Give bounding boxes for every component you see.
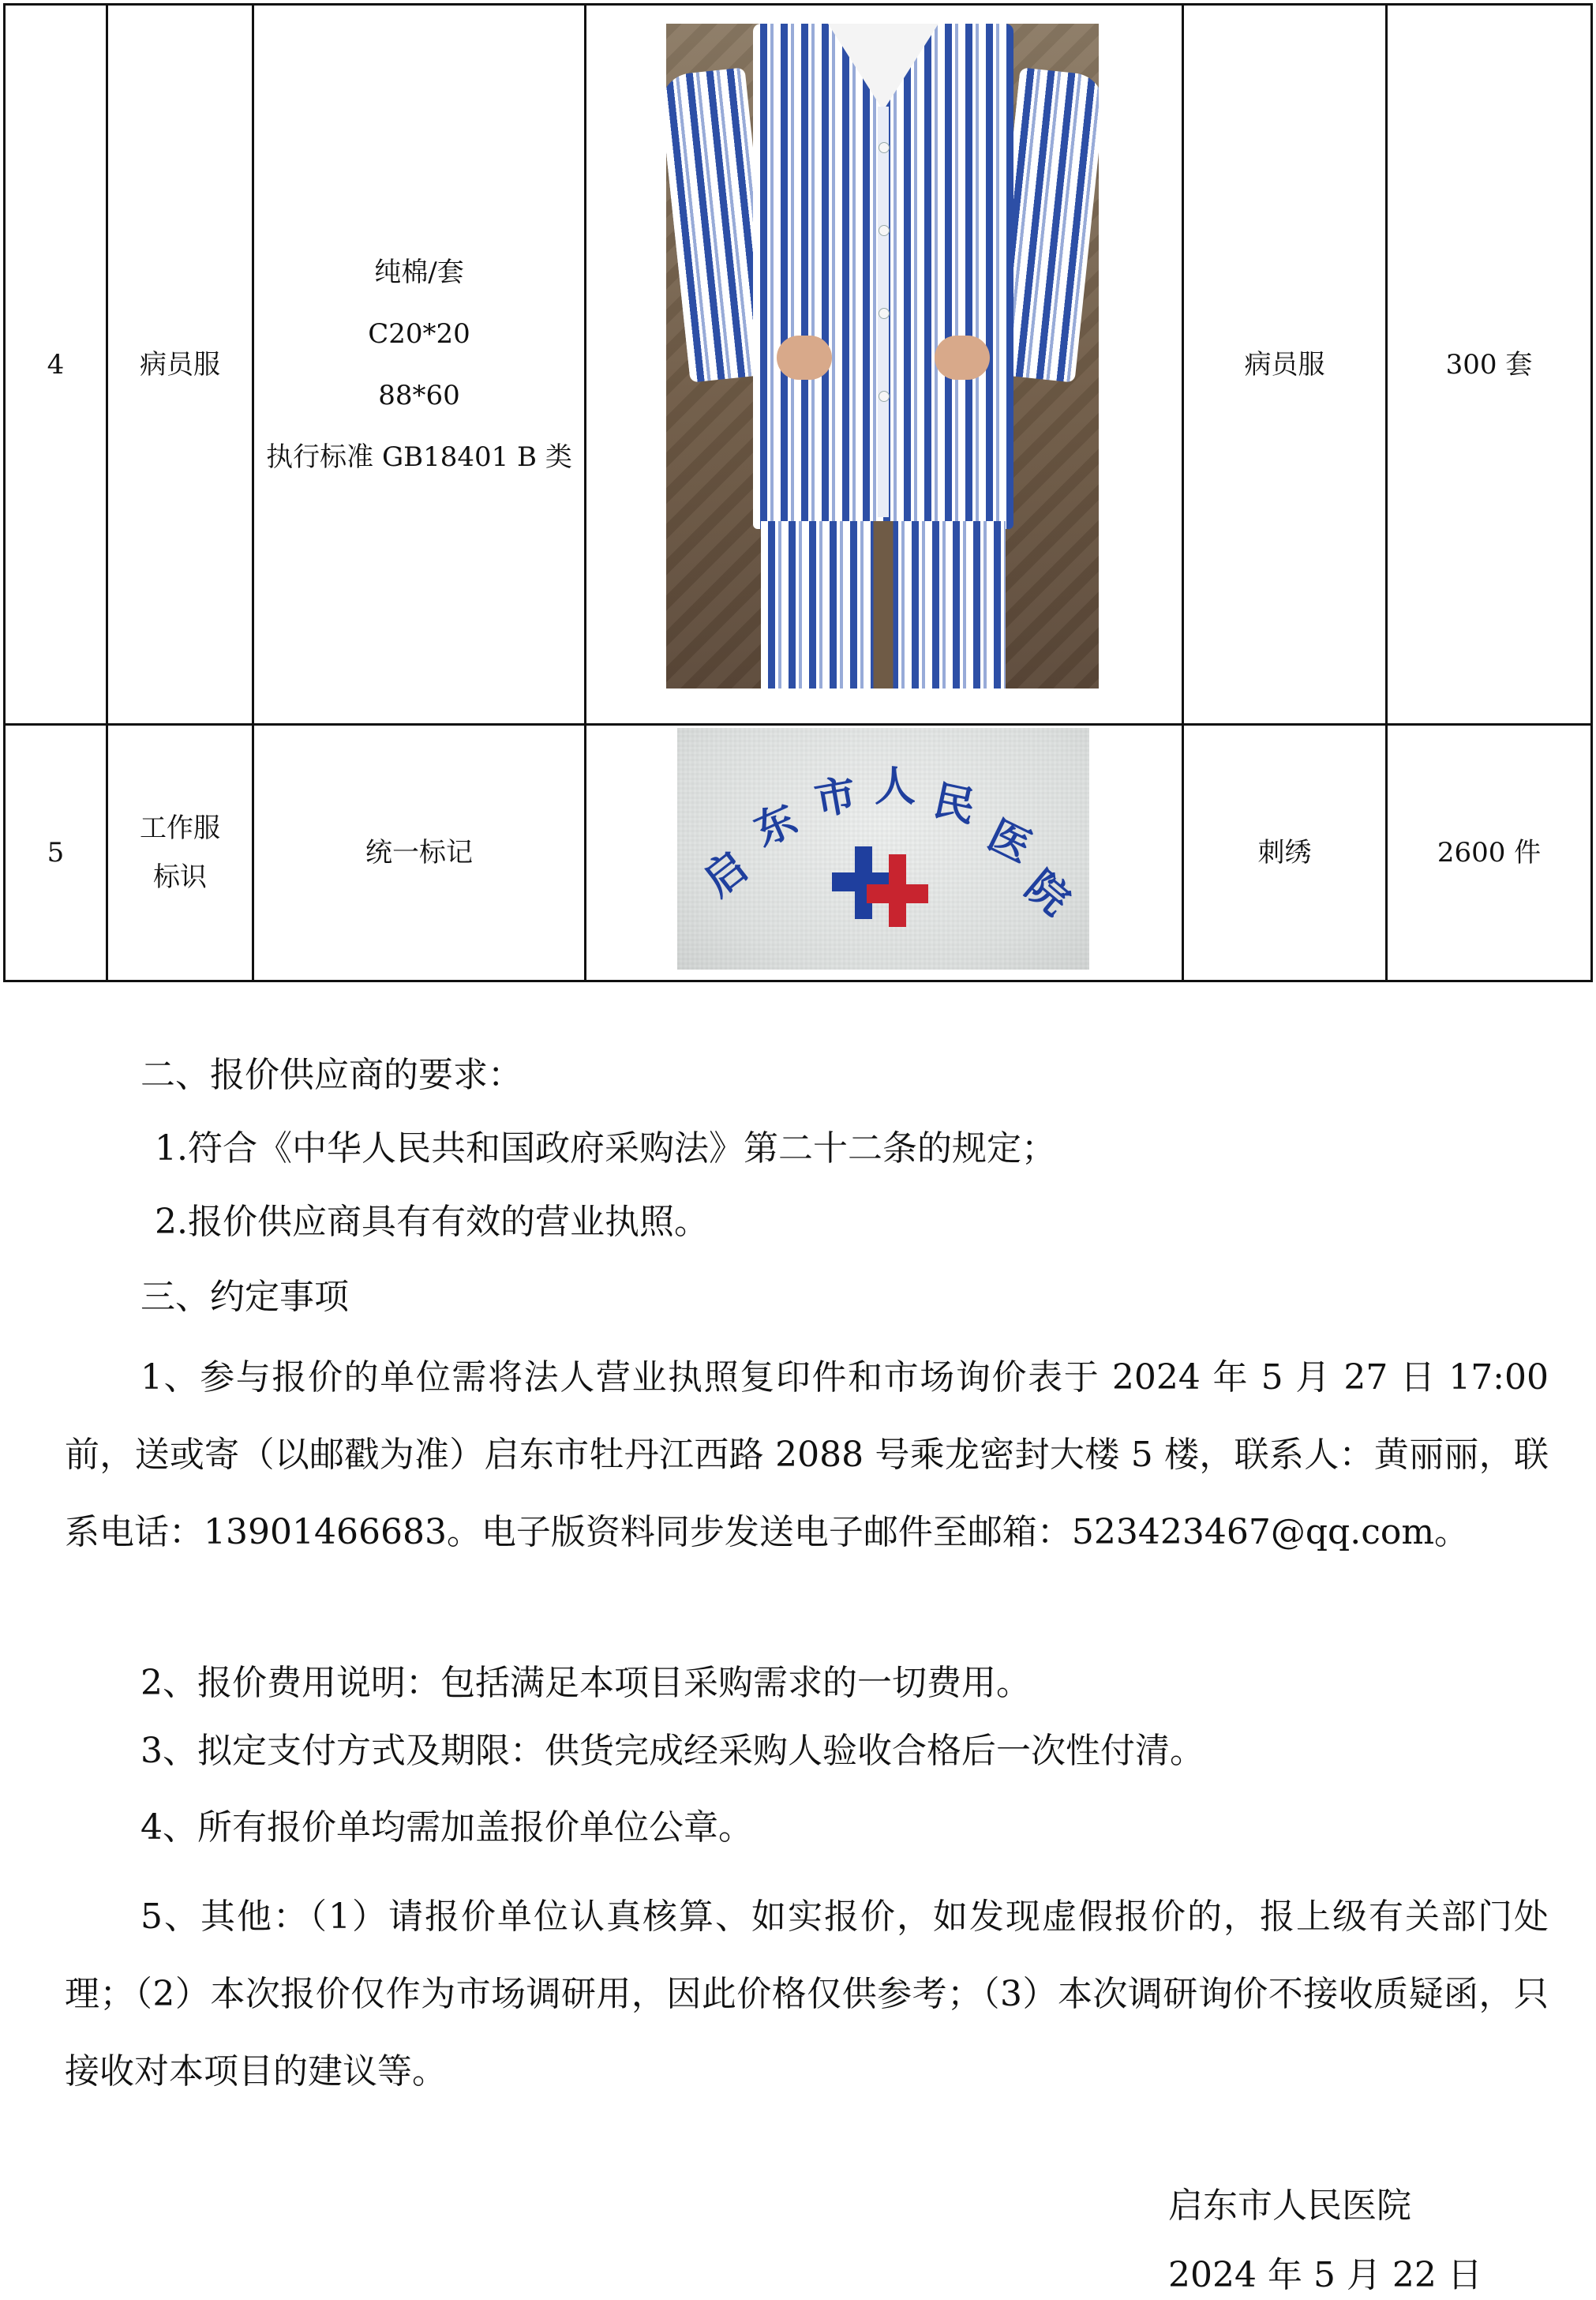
row-5-process	[1184, 726, 1385, 980]
embroidery-char: 医	[980, 810, 1039, 872]
process-text: 病员服	[1244, 348, 1325, 381]
row-4-index	[6, 6, 106, 723]
hand	[777, 336, 832, 380]
shirt-button	[879, 308, 890, 319]
hand	[935, 336, 990, 380]
term-2: 2、报价费用说明：包括满足本项目采购需求的一切费用。	[140, 1663, 1031, 1703]
spec-line: 88*60	[378, 379, 460, 411]
row-5-spec	[254, 726, 584, 980]
embroidery-char: 院	[1016, 861, 1079, 925]
pants	[761, 521, 1006, 688]
term-4: 4、所有报价单均需加盖报价单位公章。	[140, 1807, 753, 1848]
patient-uniform-photo	[666, 24, 1099, 688]
row-4-quantity	[1388, 6, 1590, 723]
requirements-heading: 二、报价供应商的要求：	[140, 1055, 523, 1095]
shirt-button	[879, 391, 890, 402]
term-5-paragraph: 5、其他：（1）请报价单位认真核算、如实报价，如发现虚假报价的，报上级有关部门处理；（2）本次报价仅作为市场调研用，因此价格仅供参考；（3）本次调研询价不接收质疑函，只接收对本项目的建议等。	[65, 1897, 1549, 2092]
term-3: 3、拟定支付方式及期限：供货完成经采购人验收合格后一次性付清。	[140, 1731, 1204, 1771]
medical-cross-icon	[832, 846, 928, 927]
col-divider	[1590, 3, 1593, 982]
shirt-button	[879, 142, 890, 153]
table-border-bottom	[3, 980, 1593, 982]
spec-line: 纯棉/套	[374, 256, 464, 288]
row-4-name	[108, 6, 252, 723]
process-text: 刺绣	[1257, 837, 1312, 869]
embroidery-char: 启	[695, 842, 757, 906]
embroidery-logo-photo	[677, 728, 1089, 970]
row-5-name	[108, 726, 252, 980]
quantity-text: 300 套	[1445, 348, 1533, 381]
requirement-1: 1.符合《中华人民共和国政府采购法》第二十二条的规定；	[155, 1128, 1056, 1169]
embroidery-char: 人	[875, 763, 916, 811]
row-4-process	[1184, 6, 1385, 723]
index-text: 5	[47, 837, 65, 869]
spec-text: 统一标记	[365, 837, 473, 869]
term-1-paragraph: 1、参与报价的单位需将法人营业执照复印件和市场询价表于 2024 年 5 月 27 日 17:00 前，送或寄（以邮戳为准）启东市牡丹江西路 2088 号乘龙密封大楼 5 楼，联系人：黄丽丽，联系电话：13901466683。电子版资料同步发送电子邮件至邮箱：523423467@qq.com。	[65, 1357, 1549, 1552]
row-4-spec	[254, 6, 584, 723]
index-text: 4	[47, 348, 65, 381]
item-name: 病员服	[140, 348, 220, 381]
signature-date: 2024 年 5 月 22 日	[1168, 2255, 1482, 2295]
col-divider	[584, 3, 586, 982]
quantity-text: 2600 件	[1437, 837, 1542, 869]
row-5-index	[6, 726, 106, 980]
row-5-quantity	[1388, 726, 1590, 980]
terms-heading: 三、约定事项	[140, 1277, 349, 1317]
spec-line: 执行标准 GB18401 B 类	[266, 441, 572, 473]
item-name-line: 标识	[153, 861, 207, 893]
shirt-button	[879, 225, 890, 236]
item-name-line: 工作服	[140, 812, 220, 844]
spec-line: C20*20	[368, 317, 470, 350]
embroidery-char: 东	[747, 794, 804, 856]
signature-organization: 启东市人民医院	[1168, 2186, 1411, 2226]
embroidery-graphic	[677, 728, 1089, 970]
embroidery-char: 民	[929, 776, 980, 832]
requirement-2: 2.报价供应商具有有效的营业执照。	[155, 1202, 709, 1242]
embroidery-char: 市	[811, 770, 860, 825]
